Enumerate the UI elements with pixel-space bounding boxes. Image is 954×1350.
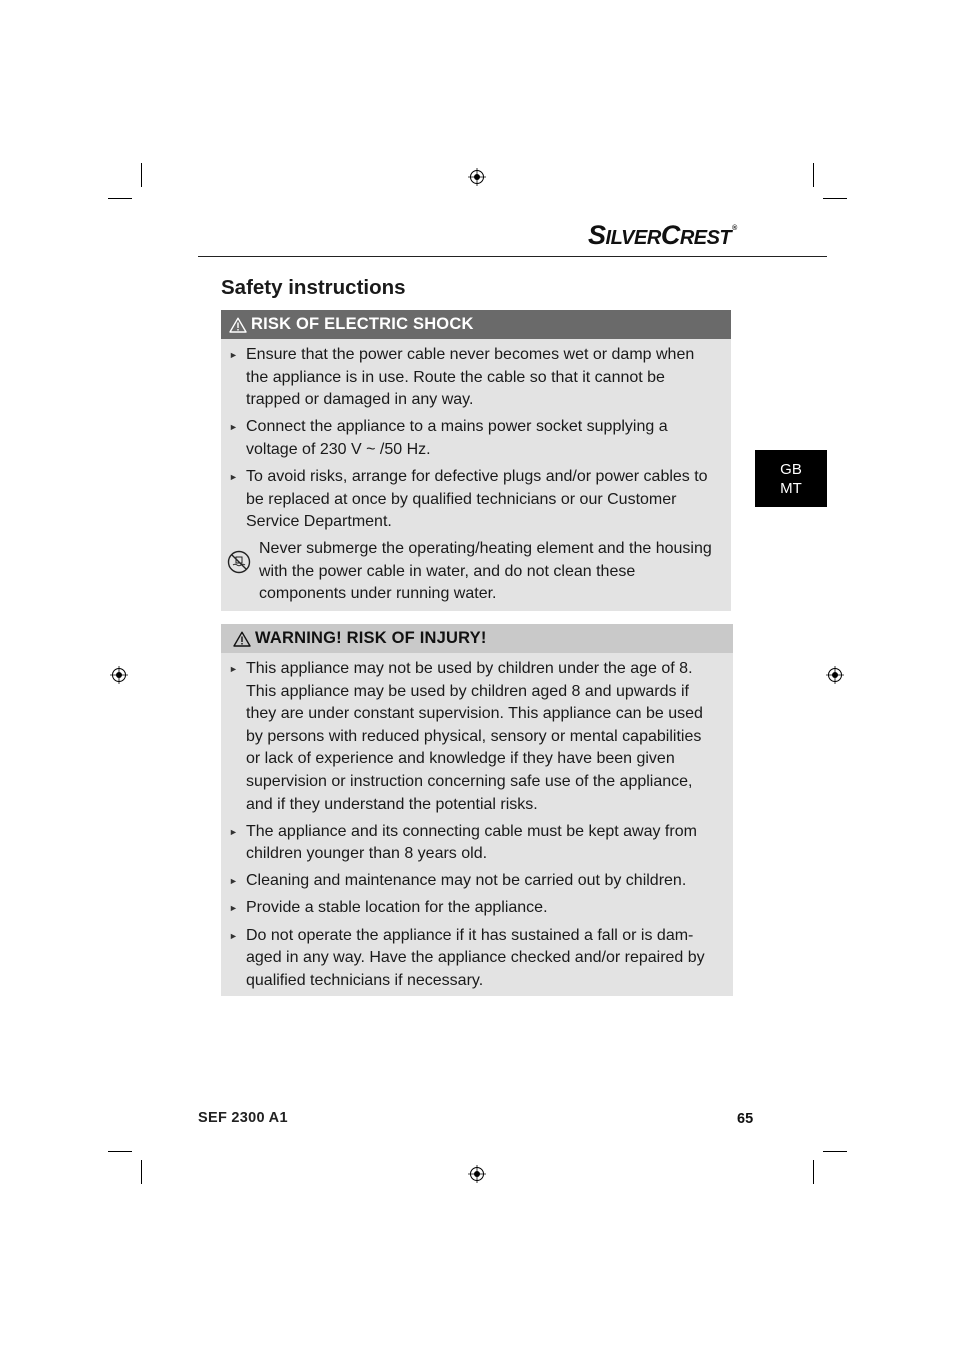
bullet-arrow-icon: ► bbox=[229, 350, 238, 360]
injury-warning-box bbox=[221, 624, 733, 996]
crop-mark bbox=[141, 1160, 142, 1184]
model-number: SEF 2300 A1 bbox=[198, 1110, 288, 1126]
electric-shock-box bbox=[221, 310, 731, 611]
warning-triangle-icon bbox=[229, 317, 247, 333]
registration-mark-icon bbox=[826, 666, 844, 684]
language-code: GB bbox=[780, 460, 802, 478]
crop-mark bbox=[141, 163, 142, 187]
no-water-note: Never submerge the operating/heating element and the housing with the power cable in water, and do not clean these components under running water. bbox=[221, 538, 731, 606]
list-item: ► This appliance may not be used by children under the age of 8. This appliance may be used by children aged 8 and upwards if they are under constant supervision. This appliance can be used by persons with reduced physical, sensory or mental capabilities or lack of experience and knowledge if they have been given supervision or instruction concerning safe use of the appliance, and if they understand the potential risks. bbox=[229, 660, 703, 813]
bullet-arrow-icon: ► bbox=[229, 903, 238, 914]
list-item: ► Connect the appliance to a mains power socket supplying a voltage of 230 V ~ /50 Hz. bbox=[229, 418, 668, 458]
section-heading: WARNING! RISK OF INJURY! bbox=[221, 624, 733, 653]
instruction-list bbox=[221, 339, 731, 534]
crop-mark bbox=[108, 1151, 132, 1152]
brand-logo: SILVERCREST® bbox=[588, 220, 737, 250]
bullet-arrow-icon: ► bbox=[229, 471, 238, 482]
language-code: MT bbox=[780, 479, 802, 497]
list-item: ► Ensure that the power cable never becomes wet or damp when the appliance is in use. Route the cable so that it cannot be trapped or damaged in any way. bbox=[229, 346, 695, 409]
do-not-submerge-icon bbox=[227, 550, 251, 574]
instruction-list bbox=[221, 653, 733, 992]
list-item: ► To avoid risks, arrange for defective plugs and/or power cables to be replaced at once by qualified technicians or our Customer Service Department. bbox=[229, 467, 708, 531]
warning-triangle-icon bbox=[233, 631, 251, 647]
bullet-arrow-icon: ► bbox=[229, 664, 238, 674]
list-item: ► Do not operate the appliance if it has sustained a fall or is dam-aged in any way. Have the appliance checked and/or repaired by qualified technicians if necessary. bbox=[229, 926, 705, 989]
bullet-arrow-icon: ► bbox=[229, 876, 238, 887]
registration-mark-icon bbox=[468, 1165, 486, 1183]
bullet-arrow-icon: ► bbox=[229, 422, 238, 433]
list-item: ► Cleaning and maintenance may not be carried out by children. bbox=[221, 870, 733, 893]
crop-mark bbox=[813, 163, 814, 187]
list-item: ► Provide a stable location for the appliance. bbox=[221, 897, 733, 920]
language-tab bbox=[755, 450, 827, 507]
bullet-arrow-icon: ► bbox=[229, 930, 238, 941]
page-title: Safety instructions bbox=[221, 276, 406, 299]
page-number: 65 bbox=[737, 1111, 754, 1127]
crop-mark bbox=[823, 198, 847, 199]
list-item: ► The appliance and its connecting cable must be kept away from children younger than 8 years old. bbox=[229, 822, 697, 863]
section-heading: RISK OF ELECTRIC SHOCK bbox=[221, 310, 731, 339]
crop-mark bbox=[823, 1151, 847, 1152]
registration-mark-icon bbox=[468, 168, 486, 186]
bullet-arrow-icon: ► bbox=[229, 826, 238, 837]
registration-mark-icon bbox=[110, 666, 128, 684]
crop-mark bbox=[813, 1160, 814, 1184]
crop-mark bbox=[108, 198, 132, 199]
header-rule bbox=[198, 256, 827, 257]
